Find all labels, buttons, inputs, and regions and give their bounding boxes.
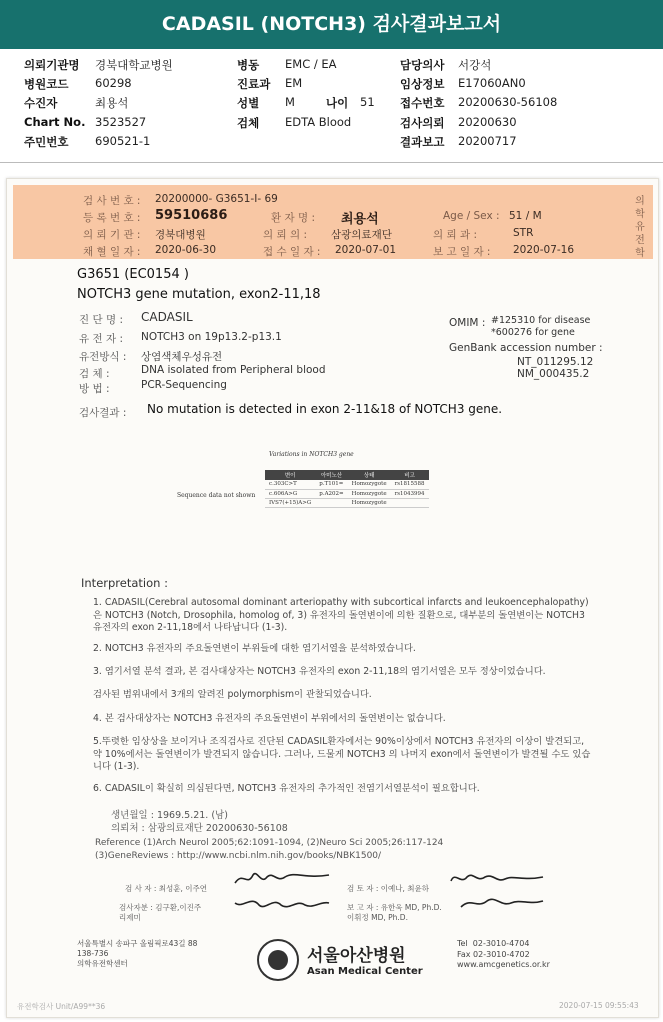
cell: c.303C>T xyxy=(265,480,315,489)
dx-value: CADASIL xyxy=(141,310,193,324)
label-req-org: 의뢰기관명 xyxy=(24,58,80,72)
req-lab-label: 의 뢰 의 : xyxy=(263,229,307,241)
references: Reference (1)Arch Neurol 2005;62:1091-1094, (2)Neuro Sci 2005;26:117-124 (3)GeneReviews : http://www.ncbi.nlm.nih.gov/books/NBK1500/ xyxy=(95,838,444,861)
genbank-label: GenBank accession number : xyxy=(449,342,603,354)
gene-label: 유 전 자 : xyxy=(79,333,123,345)
footer-left: 유전학검사 Unit/A99**36 xyxy=(17,1002,106,1011)
age-sex: 51 / M xyxy=(509,210,542,222)
label-doctor: 담당의사 xyxy=(400,58,445,72)
table-row xyxy=(265,498,429,507)
cell: rs1043994 xyxy=(391,489,429,498)
cell: rs1815588 xyxy=(391,480,429,489)
cell: p.A202= xyxy=(315,489,347,498)
cell: Homozygote xyxy=(348,498,391,507)
variations-table xyxy=(265,470,429,508)
interp-item-2: 2. NOTCH3 유전자의 주요돌연변이 부위들에 대한 염기서열을 분석하였습니다. xyxy=(93,643,416,654)
interp-item-1: 1. CADASIL(Cerebral autosomal dominant arteriopathy with subcortical infarcts and leukoencephalopathy)은 NOTCH3 (Notch, Drosophila, homolog of, 3) 유전자의 돌연변이에 의한 질환으로, 대부분의 돌연변이는 NOTCH3 유전자의 exon 2-11,18에서 나타납니다 (1-3). xyxy=(93,597,589,633)
value-hosp-code: 60298 xyxy=(95,76,132,90)
cell: Homozygote xyxy=(348,480,391,489)
reviewer: 검 토 자 : 이예나, 최윤하 xyxy=(347,884,430,893)
label-receipt-no: 접수번호 xyxy=(400,96,445,110)
dept-label: 의 뢰 과 : xyxy=(433,229,477,241)
label-age: 나이 xyxy=(326,96,349,110)
collect-label: 채 혈 일 자 : xyxy=(83,246,141,258)
cell: IVS7(+15)A>G xyxy=(265,498,315,507)
specimen-value: DNA isolated from Peripheral blood xyxy=(141,364,326,376)
col-note: 비고 xyxy=(391,470,429,480)
req-org: 경북대병원 xyxy=(155,229,206,241)
result-value: No mutation is detected in exon 2-11&18 of NOTCH3 gene. xyxy=(147,402,503,416)
inherit-label: 유전방식 : xyxy=(79,351,127,363)
value-clinical-info: E17060AN0 xyxy=(458,76,526,90)
value-report-date: 20200717 xyxy=(458,134,517,148)
examiner: 검 사 자 : 최성훈, 이주연 xyxy=(125,884,208,893)
age-sex-label: Age / Sex : xyxy=(443,210,500,222)
patient-name: 최용석 xyxy=(341,212,379,227)
label-chart-no: Chart No. xyxy=(24,115,86,129)
label-clinical-info: 임상정보 xyxy=(400,77,445,91)
label-department: 진료과 xyxy=(237,77,271,91)
collect-date: 2020-06-30 xyxy=(155,244,217,256)
address: 서울특별시 송파구 올림픽로43길 88 138-736 의학유전학센터 xyxy=(77,939,198,968)
hospital-name-kr: 서울아산병원 xyxy=(307,946,406,966)
inherit-value: 상염색체우성유전 xyxy=(141,351,223,363)
report-label: 보 고 일 자 : xyxy=(433,246,491,258)
cell xyxy=(315,498,347,507)
omim-gene: *600276 for gene xyxy=(491,327,575,338)
cell: Homozygote xyxy=(348,489,391,498)
method-value: PCR-Sequencing xyxy=(141,379,227,391)
interpretation-title: Interpretation : xyxy=(81,576,168,590)
receive-label: 접 수 일 자 : xyxy=(263,246,321,258)
variations-title: Variations in NOTCH3 gene xyxy=(269,451,354,458)
value-doctor: 서강석 xyxy=(458,58,492,72)
dept: STR xyxy=(513,227,534,239)
hospital-name-en: Asan Medical Center xyxy=(307,966,423,977)
document-title: CADASIL (NOTCH3) 검사결과보고서 xyxy=(0,0,663,49)
value-department: EM xyxy=(285,76,303,90)
cell: p.T101= xyxy=(315,480,347,489)
cell: c.606A>G xyxy=(265,489,315,498)
value-receipt-no: 20200630-56108 xyxy=(458,95,558,109)
exam-no: 20200000- G3651-I- 69 xyxy=(155,193,278,205)
reporter-signature xyxy=(457,891,547,913)
interp-item-4: 4. 본 검사대상자는 NOTCH3 유전자의 주요돌연변이 부위에서의 돌연변이는 없습니다. xyxy=(93,713,446,724)
reporter: 보 고 자 : 유한욱 MD, Ph.D. 이휘정 MD, Ph.D. xyxy=(347,903,442,922)
label-request-date: 검사의뢰 xyxy=(400,116,445,130)
checker: 검사자분 : 김구환,이진주 리제미 xyxy=(119,903,202,922)
interp-item-3b: 검사된 범위내에서 3개의 알려진 polymorphism이 관찰되었습니다. xyxy=(93,689,372,700)
birth-date: 생년월일 : 1969.5.21. (남) xyxy=(111,810,228,821)
label-sex: 성별 xyxy=(237,96,260,110)
exam-no-label: 검 사 번 호 : xyxy=(83,195,141,207)
reg-no: 59510686 xyxy=(155,208,228,223)
omim-label: OMIM : xyxy=(449,317,486,329)
result-label: 검사결과 : xyxy=(79,407,127,419)
specimen-label: 검 체 : xyxy=(79,368,110,380)
genbank-nm: NM_000435.2 xyxy=(517,368,590,380)
dx-label: 진 단 명 : xyxy=(79,314,123,326)
checker-signature xyxy=(233,891,333,913)
reviewer-signature xyxy=(447,867,547,889)
test-name: NOTCH3 gene mutation, exon2-11,18 xyxy=(77,287,321,302)
req-lab: 삼광의료재단 xyxy=(331,229,392,241)
reg-no-label: 등 록 번 호 : xyxy=(83,212,141,224)
value-ward: EMC / EA xyxy=(285,57,337,71)
label-specimen: 검체 xyxy=(237,116,260,130)
footer-right: 2020-07-15 09:55:43 xyxy=(559,1001,639,1010)
summary-header xyxy=(0,49,663,163)
label-ward: 병동 xyxy=(237,58,260,72)
test-code: G3651 (EC0154 ) xyxy=(77,267,189,282)
label-report-date: 결과보고 xyxy=(400,135,445,149)
omim-disease: #125310 for disease xyxy=(491,315,591,326)
contact: Tel 02-3010-4704 Fax 02-3010-4702 www.amcgenetics.or.kr xyxy=(457,939,550,969)
report-date: 2020-07-16 xyxy=(513,244,575,256)
table-row xyxy=(265,489,429,498)
col-status: 상태 xyxy=(348,470,391,480)
patient-label: 환 자 명 : xyxy=(271,212,315,224)
value-age: 51 xyxy=(360,95,375,109)
value-sex: M xyxy=(285,95,295,109)
label-hosp-code: 병원코드 xyxy=(24,77,69,91)
sequence-note: Sequence data not shown xyxy=(177,492,256,499)
asan-foundation-logo-icon xyxy=(257,939,299,981)
interp-item-6: 6. CADASIL이 확실히 의심된다면, NOTCH3 유전자의 추가적인 전염기서열분석이 필요합니다. xyxy=(93,783,480,794)
value-chart-no: 3523527 xyxy=(95,115,147,129)
side-label: 의학유전학 xyxy=(635,196,645,259)
cell xyxy=(391,498,429,507)
gene-value: NOTCH3 on 19p13.2-p13.1 xyxy=(141,331,282,343)
genbank-nt: NT_011295.12 xyxy=(517,356,594,368)
value-request-date: 20200630 xyxy=(458,115,517,129)
report-info-band xyxy=(13,185,653,259)
interp-item-3: 3. 염기서열 분석 결과, 본 검사대상자는 NOTCH3 유전자의 exon 2-11,18의 염기서열은 모두 정상이었습니다. xyxy=(93,666,546,677)
req-org-label: 의 뢰 기 관 : xyxy=(83,229,141,241)
interp-item-5: 5.뚜렷한 임상상을 보이거나 조직검사로 진단된 CADASIL환자에서는 90%이상에서 NOTCH3 유전자의 이상이 발견되고, 약 10%에서는 돌연변이가 발견되지 않습니다. 그러나, 드물게 NOTCH3 의 나머지 exon에서 돌연변이가 발견될 수도 있습니다 (1-3). xyxy=(93,736,591,772)
label-id-no: 주민번호 xyxy=(24,135,69,149)
examiner-signature xyxy=(233,867,333,889)
col-amino-acid: 아미노산 xyxy=(315,470,347,480)
table-row xyxy=(265,480,429,489)
label-patient: 수진자 xyxy=(24,96,58,110)
method-label: 방 법 : xyxy=(79,383,110,395)
value-patient: 최용석 xyxy=(95,96,129,110)
receive-date: 2020-07-01 xyxy=(335,244,397,256)
value-specimen: EDTA Blood xyxy=(285,115,352,129)
variations-header-row xyxy=(265,470,429,480)
value-req-org: 경북대학교병원 xyxy=(95,58,173,72)
col-variant: 변이 xyxy=(265,470,315,480)
referrer: 의뢰처 : 삼광의료재단 20200630-56108 xyxy=(111,823,288,834)
value-id-no: 690521-1 xyxy=(95,134,151,148)
scanned-report xyxy=(6,178,659,1018)
